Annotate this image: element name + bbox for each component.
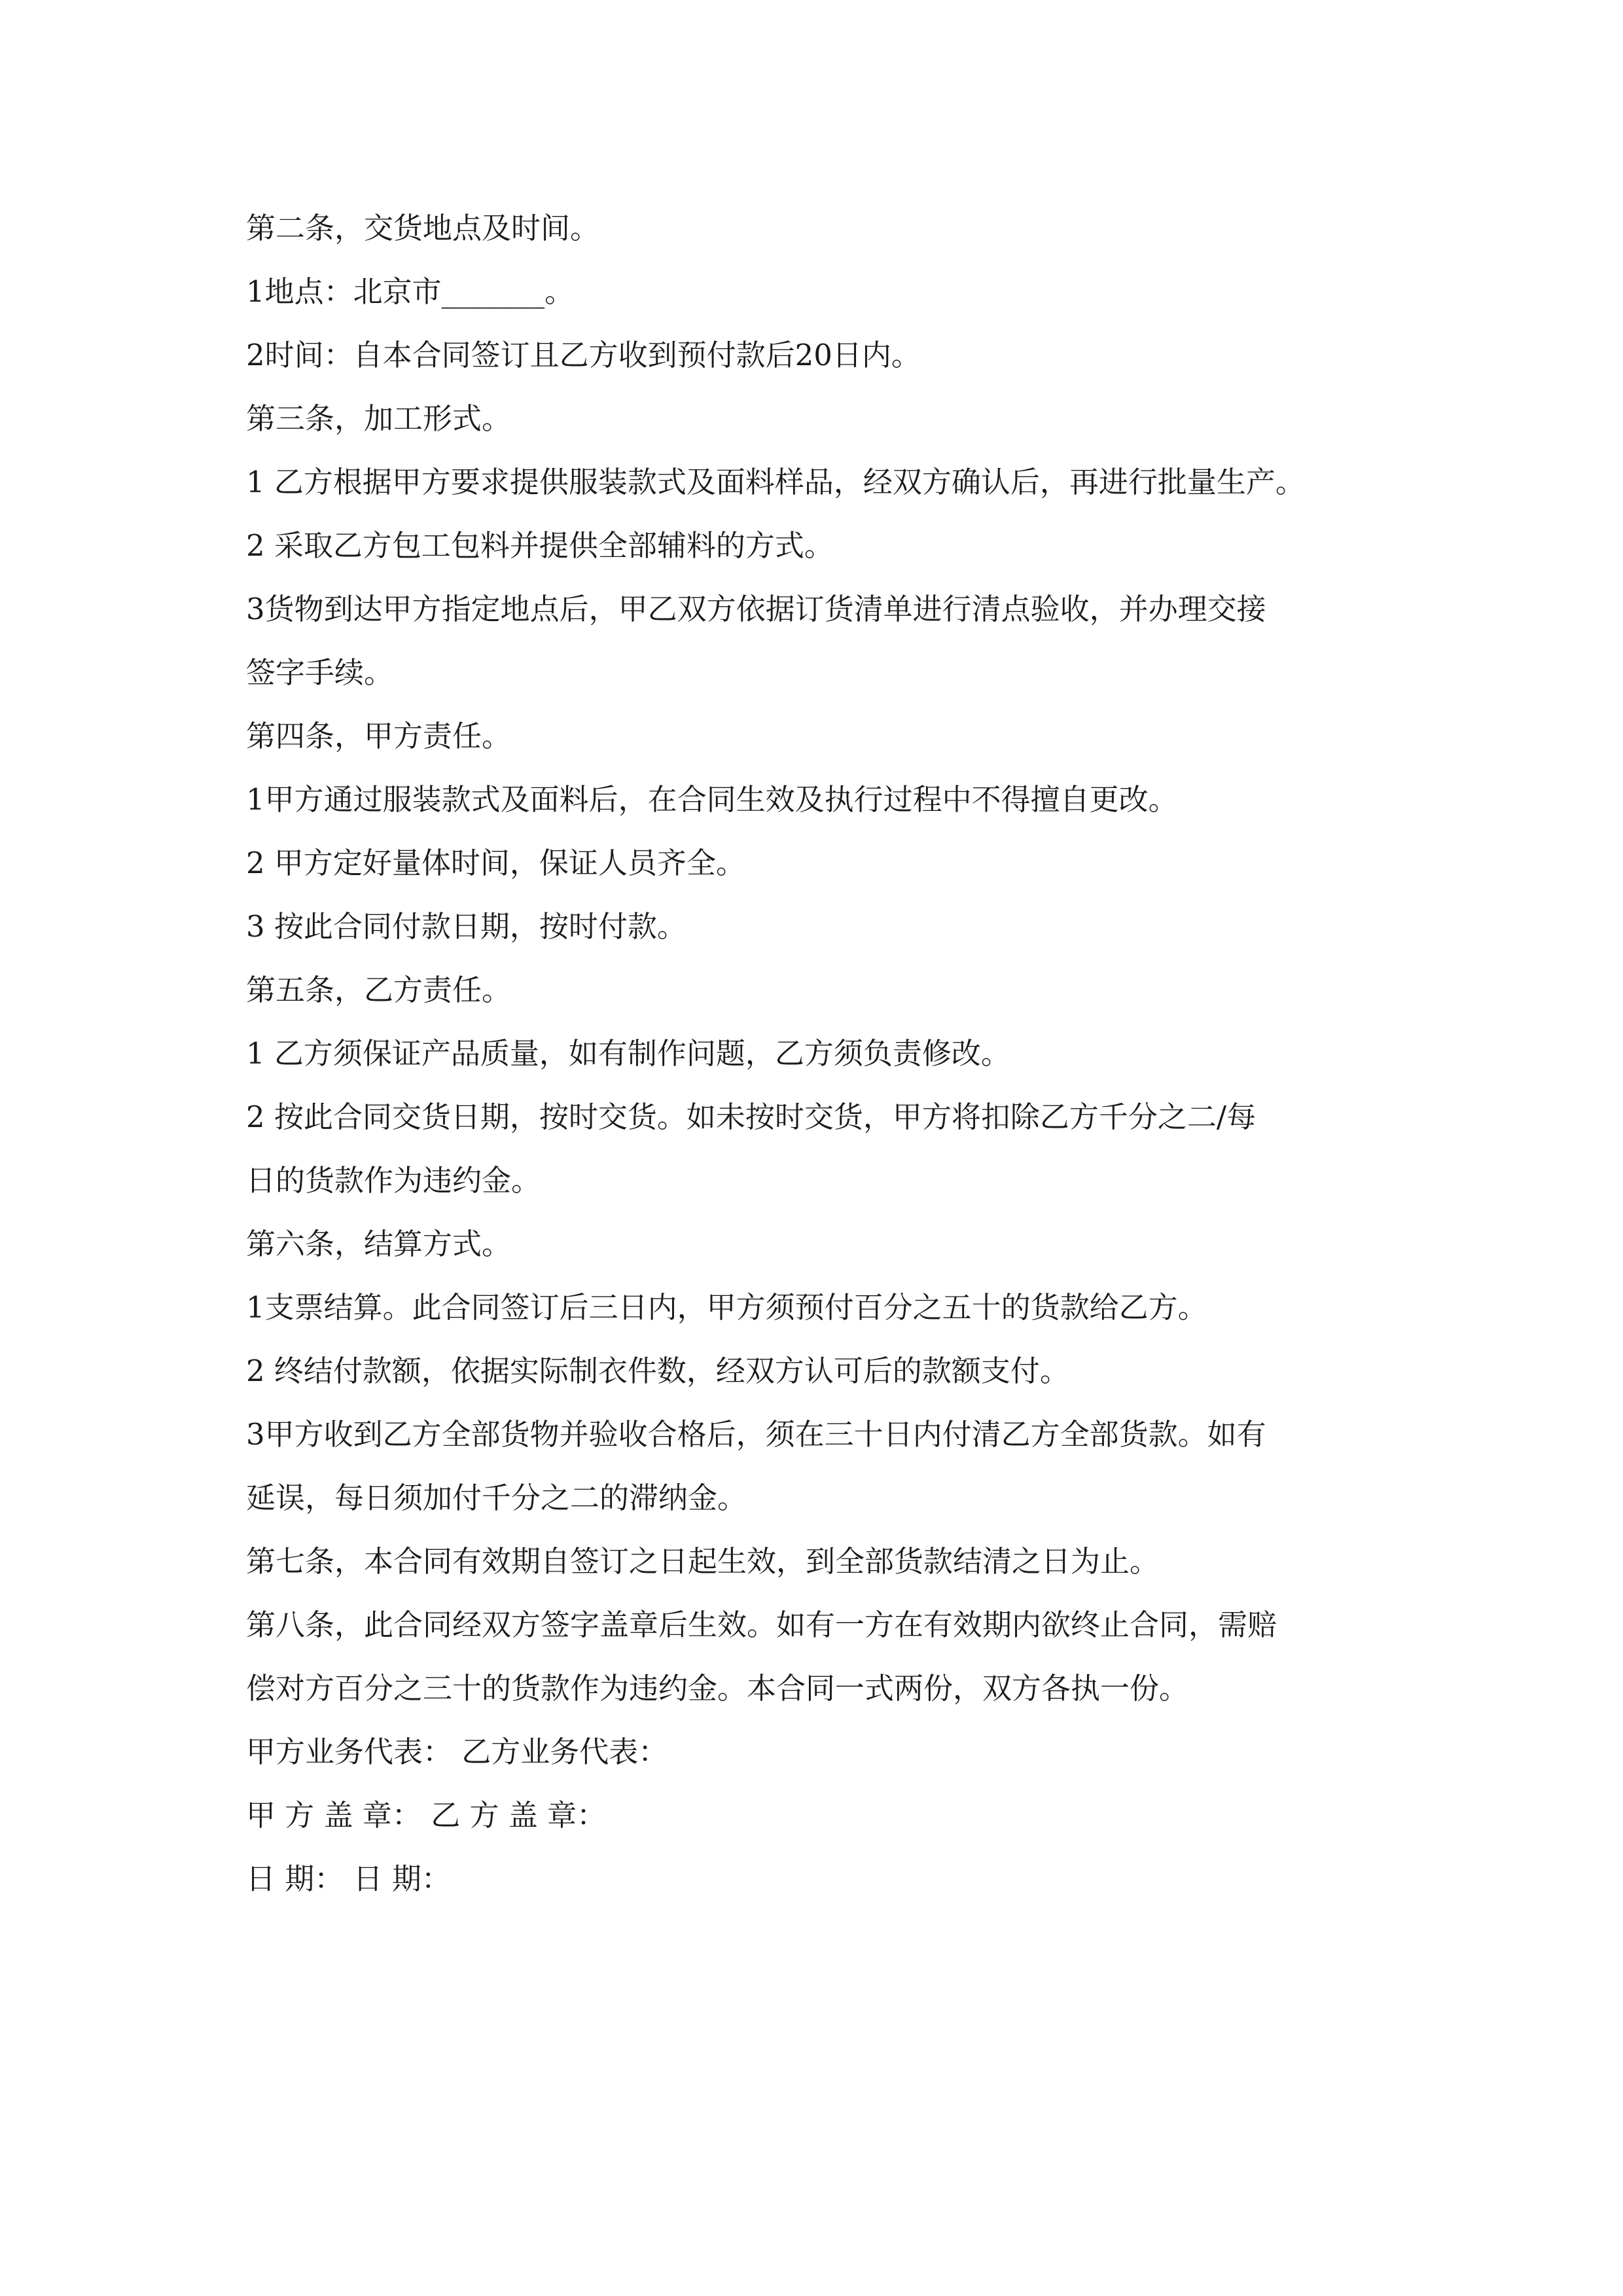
- text-line: 延误，每日须加付千分之二的滞纳金。: [246, 1480, 747, 1515]
- text-line: 日的货款作为违约金。: [246, 1163, 541, 1198]
- text-line: 第三条，加工形式。: [246, 401, 512, 436]
- text-line: 第二条，交货地点及时间。: [246, 211, 600, 245]
- text-line: 偿对方百分之三十的货款作为违约金。本合同一式两份，双方各执一份。: [246, 1671, 1189, 1706]
- text-line: 1甲方通过服装款式及面料后，在合同生效及执行过程中不得擅自更改。: [246, 782, 1178, 817]
- text-line: 第八条，此合同经双方签字盖章后生效。如有一方在有效期内欲终止合同，需赔: [246, 1607, 1277, 1642]
- text-line: 2 甲方定好量体时间，保证人员齐全。: [246, 846, 745, 880]
- text-line: 1地点：北京市_______。: [246, 274, 575, 309]
- document-body: [246, 196, 1385, 1910]
- signature-representatives: 甲方业务代表： 乙方业务代表：: [246, 1734, 668, 1769]
- text-line: 第五条，乙方责任。: [246, 973, 512, 1007]
- text-line: 2 终结付款额，依据实际制衣件数，经双方认可后的款额支付。: [246, 1354, 1069, 1388]
- text-line: 第六条，结算方式。: [246, 1227, 512, 1261]
- text-line: 2时间：自本合同签订且乙方收到预付款后20日内。: [246, 338, 921, 372]
- text-line: 1 乙方根据甲方要求提供服装款式及面料样品，经双方确认后，再进行批量生产。: [246, 465, 1305, 499]
- text-line: 第四条，甲方责任。: [246, 719, 512, 753]
- text-line: 2 按此合同交货日期，按时交货。如未按时交货，甲方将扣除乙方千分之二/每: [246, 1100, 1257, 1134]
- text-line: 1 乙方须保证产品质量，如有制作问题，乙方须负责修改。: [246, 1036, 1010, 1071]
- signature-seals: 甲 方 盖 章： 乙 方 盖 章：: [246, 1798, 607, 1833]
- text-line: 3 按此合同付款日期，按时付款。: [246, 909, 687, 944]
- text-line: 第七条，本合同有效期自签订之日起生效，到全部货款结清之日为止。: [246, 1544, 1160, 1579]
- text-line: 1支票结算。此合同签订后三日内，甲方须预付百分之五十的货款给乙方。: [246, 1290, 1207, 1325]
- text-line: 签字手续。: [246, 655, 394, 690]
- text-line: 2 采取乙方包工包料并提供全部辅料的方式。: [246, 528, 834, 563]
- text-line: 3货物到达甲方指定地点后，甲乙双方依据订货清单进行清点验收，并办理交接: [246, 592, 1266, 626]
- text-line: 3甲方收到乙方全部货物并验收合格后，须在三十日内付清乙方全部货款。如有: [246, 1417, 1266, 1452]
- signature-dates: 日 期： 日 期：: [246, 1861, 451, 1896]
